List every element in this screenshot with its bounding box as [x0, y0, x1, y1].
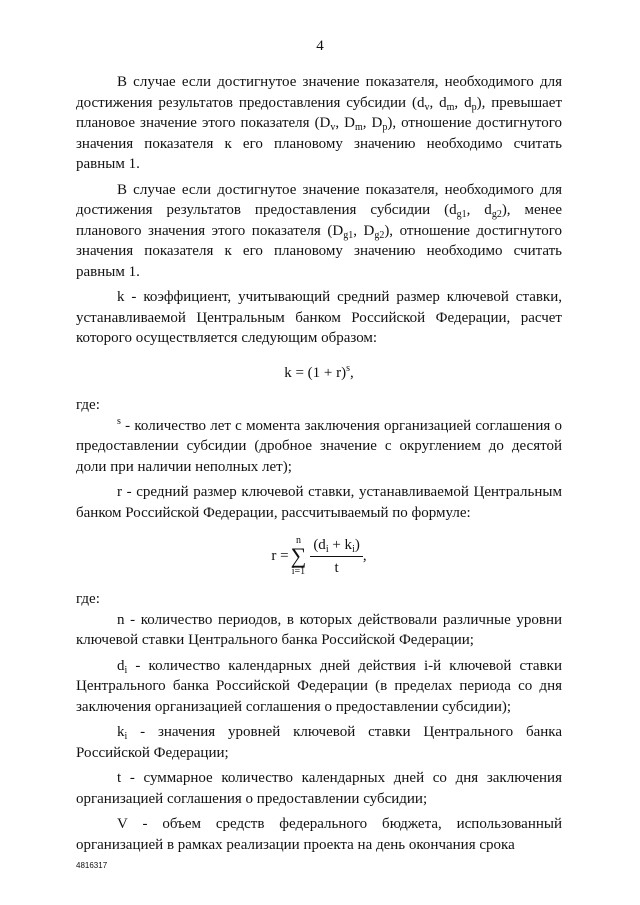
document-code: 4816317	[76, 861, 108, 870]
paragraph-t-definition: t - суммарное количество календарных дней со дня заключения организацией соглашения о предоставлении субсидии;	[76, 770, 562, 807]
sum-operator: n ∑ i=1	[290, 535, 307, 577]
paragraph-achieved-below: В случае если достигнутое значение показателя, необходимого для достижения результатов предоставления субсидии ($d_{g1}$, $d_{g2}$), менее планового значения этого показателя ($D_{g1}$, $D_{g2}$), отношение достигнутого значения показателя к его плановому значению необходимо считать равным 1.	[76, 181, 562, 280]
fraction: $\frac{(d_i + k_i)}{t}$	[310, 536, 363, 577]
paragraph-achieved-exceeds: В случае если достигнутое значение показателя, необходимого для достижения результатов предоставления субсидии ($d_v$, $d_m$, $d_p$), превышает плановое значение этого показателя ($D_v$, $D_m$, $D_p$), отношение достигнутого значения показателя к его плановому значению необходимо считать равным 1.	[76, 74, 563, 172]
paragraph-d-definition: $d_i$ - количество календарных дней действия i-й ключевой ставки Центрального банка Российской Федерации (в пределах периода со дня заключения организацией соглашения о предоставлении субсидии);	[76, 657, 562, 715]
paragraph-k-definition: $k_i$ - значения уровней ключевой ставки Центрального банка Российской Федерации;	[76, 724, 562, 761]
paragraph-r-definition: r - средний размер ключевой ставки, устанавливаемой Центральным банком Российской Федерации, рассчитываемый по формуле:	[76, 484, 562, 521]
formula-r: r = n ∑ i=1 $\frac{(d_i + k_i)}{t}$ ,	[271, 535, 367, 577]
where-label-1: где:	[76, 397, 100, 413]
paragraph-v-definition: V - объем средств федерального бюджета, использованный организацией в рамках реализации проекта на день окончания срока	[76, 816, 562, 853]
page-number: 4	[316, 38, 324, 54]
where-label-2: где:	[76, 591, 100, 607]
document-body	[76, 72, 562, 855]
paragraph-n-definition: n - количество периодов, в которых действовали различные уровни ключевой ставки Центрального банка Российской Федерации;	[76, 611, 562, 648]
formula-k: $k = (1 + r)^s$,	[284, 362, 354, 381]
paragraph-s-definition: $^s$ - количество лет с момента заключения организацией соглашения о предоставлении субсидии (дробное значение с округлением до десятой доли при наличии неполных лет);	[76, 415, 562, 475]
paragraph-k-coefficient: k - коэффициент, учитывающий средний размер ключевой ставки, устанавливаемой Центральным банком Российской Федерации, расчет которого осуществляется следующим образом:	[76, 289, 562, 346]
